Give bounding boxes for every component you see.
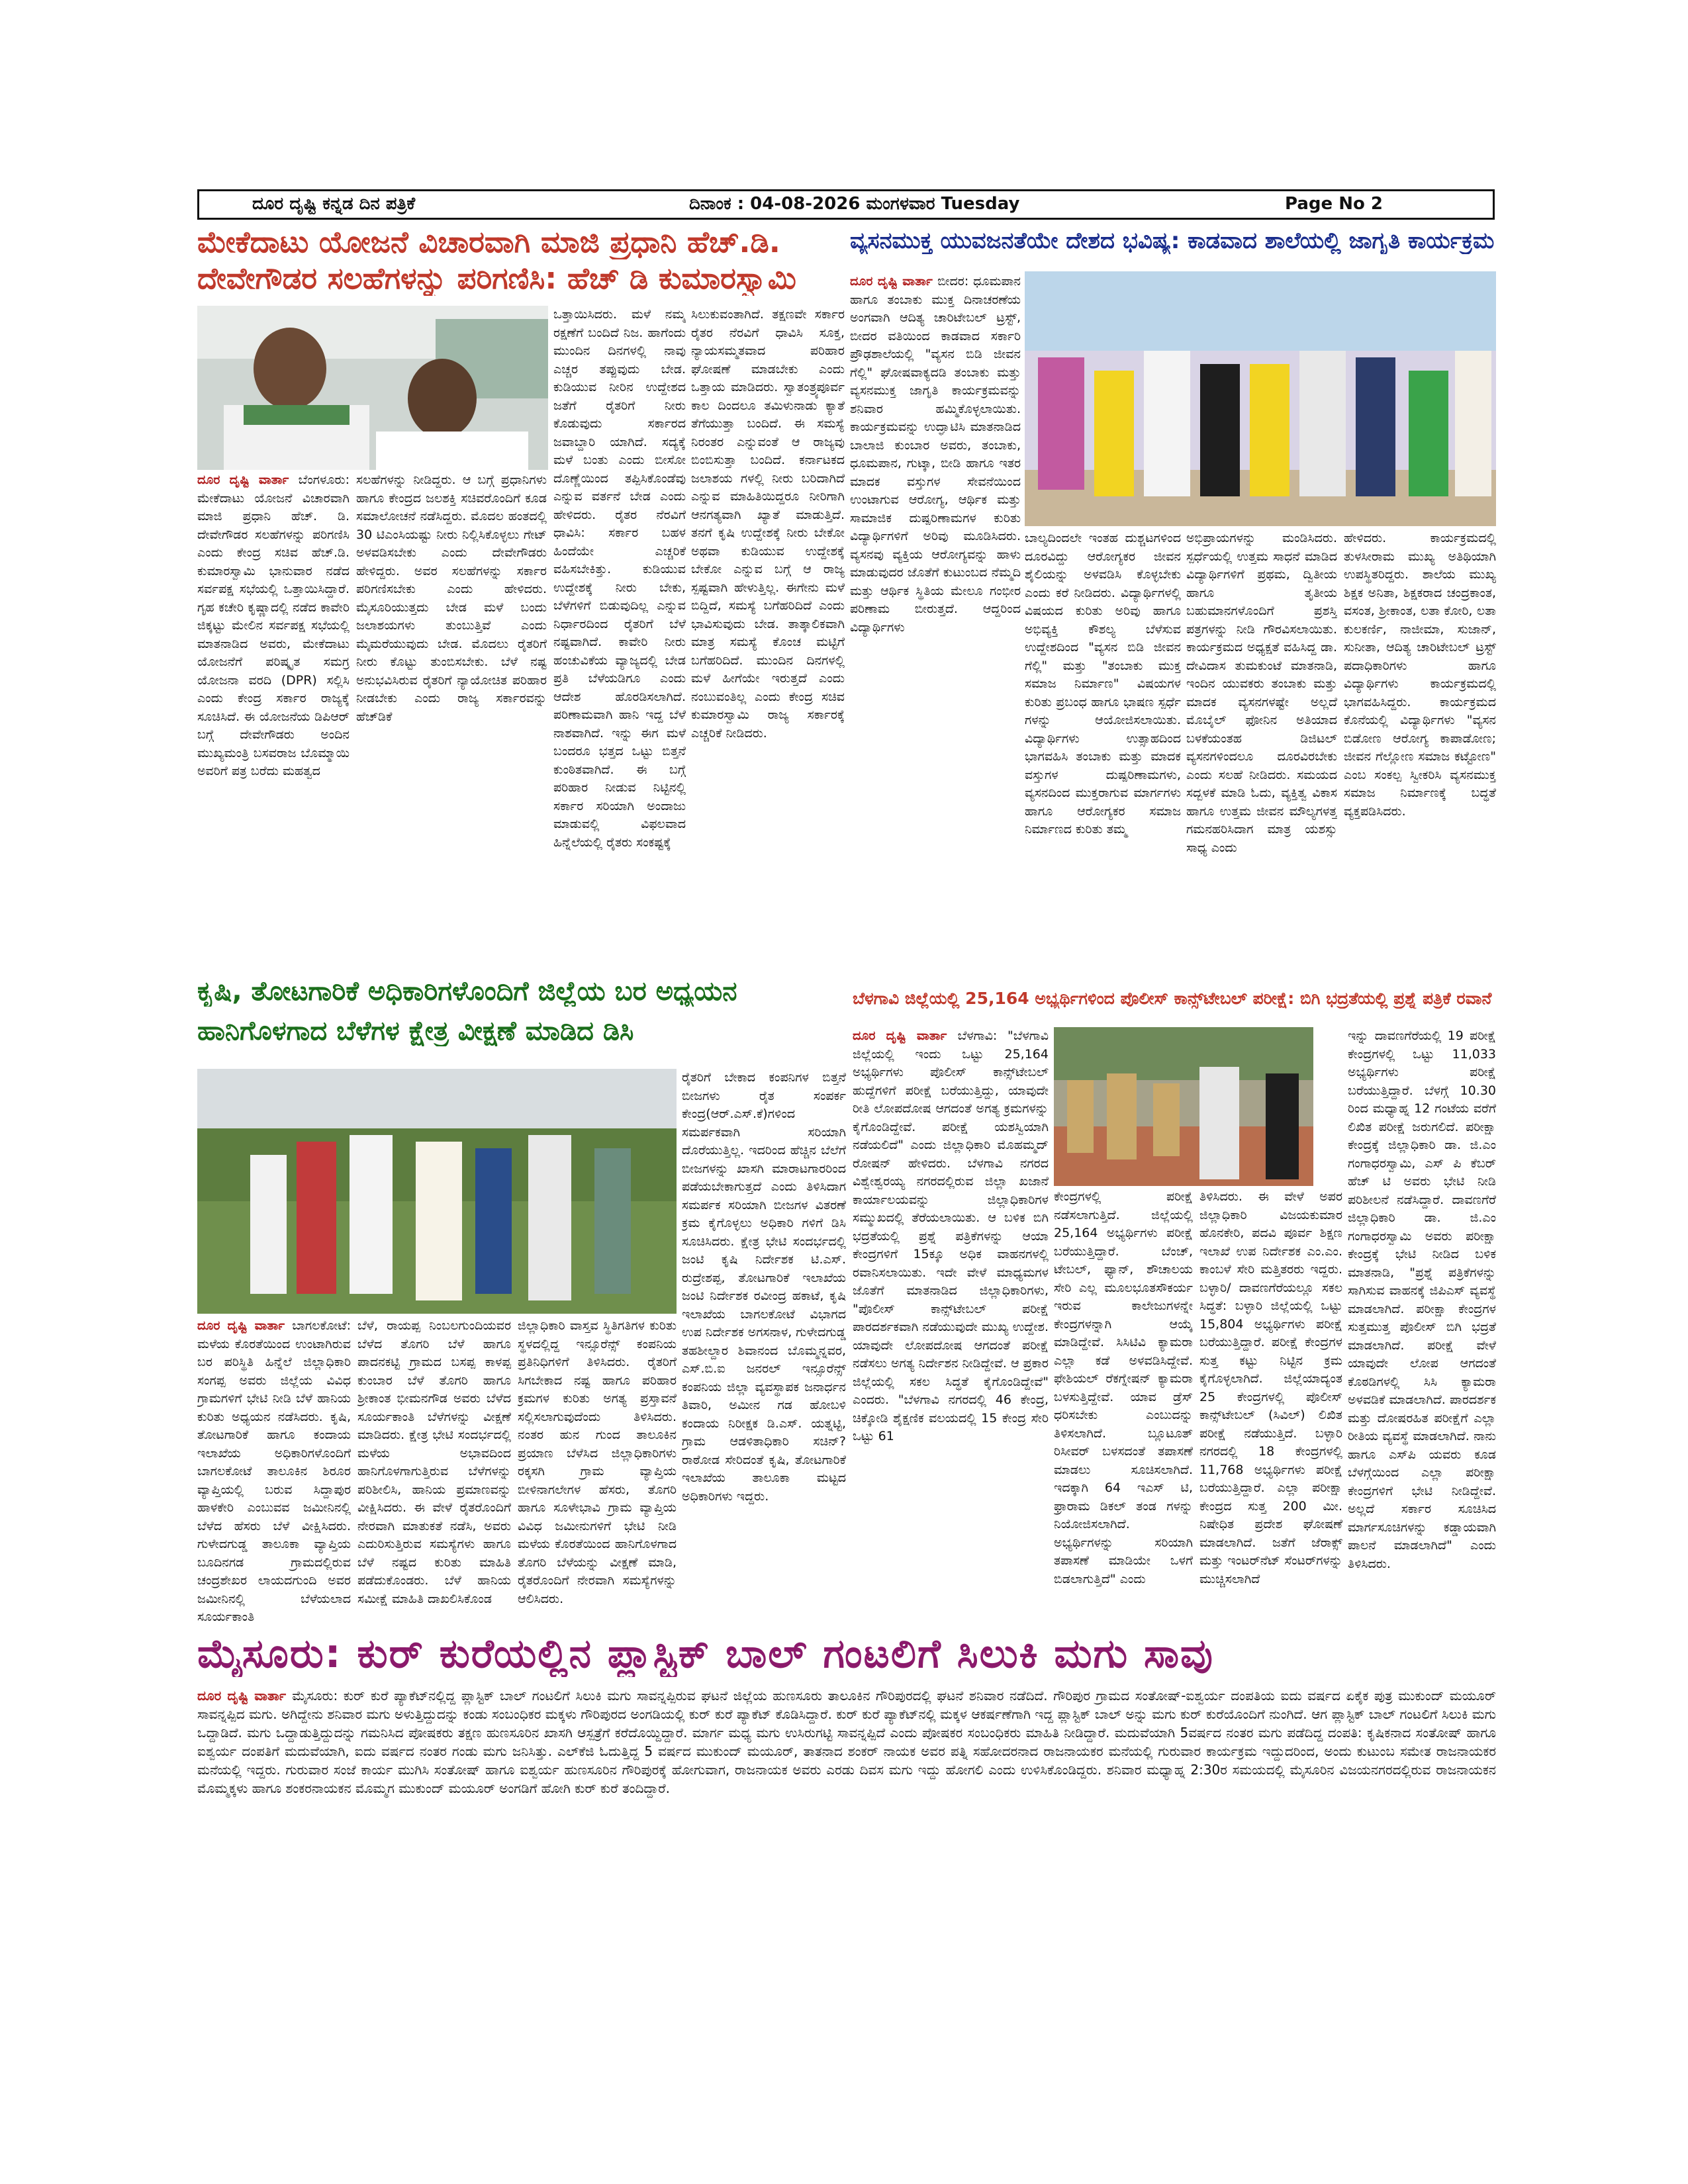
story3-column-3: ಜಿಲ್ಲಾಧಿಕಾರಿ ವಾಸ್ತವ ಸ್ಥಿತಿಗತಿಗಳ ಕುರಿತು ಸ್ಥಳದಲ್ಲಿದ್ದ ಇನ್ಸೂರೆನ್ಸ್ ಕಂಪನಿಯ ಪ್ರತಿನಿಧಿಗಳಿಗೆ ತಿಳಿಸಿದರು. ರೈತರಿಗೆ ಸಿಗಬೇಕಾದ ನಷ್ಟ ಹಾಗೂ ಪರಿಹಾರ ಕ್ರಮಗಳ ಕುರಿತು ಅಗತ್ಯ ಪ್ರಸ್ತಾವನೆ ಸಲ್ಲಿಸಲಾಗುವುದೆಂದು ತಿಳಿಸಿದರು. ನಂತರ ಹುನ ಗುಂದ ತಾಲೂಕಿನ ಪ್ರಯಾಣ ಬೆಳೆಸಿದ ಜಿಲ್ಲಾಧಿಕಾರಿಗಳು ರಕ್ಕಸಗಿ ಗ್ರಾಮ ವ್ಯಾಪ್ತಿಯ ಬೀಳಿನಾಗಲೇಗಳ ಹೆಸರು, ತೊಗರಿ ಹಾಗೂ ಸೂಳೇಭಾವಿ ಗ್ರಾಮ ವ್ಯಾಪ್ತಿಯ ವಿವಿಧ ಜಮೀನುಗಳಿಗೆ ಭೇಟಿ ನೀಡಿ ಮಳೆಯ ಕೊರತೆಯಿಂದ ಹಾನಿಗೊಳಗಾದ ತೊಗರಿ ಬೆಳೆಯನ್ನು ವೀಕ್ಷಣೆ ಮಾಡಿ, ರೈತರೊಂದಿಗೆ ನೇರವಾಗಿ ಸಮಸ್ಯೆಗಳನ್ನು ಆಲಿಸಿದರು.	[518, 1318, 677, 1606]
story1-byline: ದೂರ ದೃಷ್ಟಿ ವಾರ್ತಾ	[197, 473, 299, 487]
story1-column-3: ಒತ್ತಾಯಿಸಿದರು. ಮಳೆ ನಮ್ಮ ರಕ್ಷಣೆಗೆ ಬಂದಿದೆ ನಿಜ. ಹಾಗೆಂದು ಮುಂದಿನ ದಿನಗಳಲ್ಲಿ ನಾವು ಎಚ್ಚರ ತಪ್ಪುವುದು ಬೇಡ. ಕುಡಿಯುವ ನೀರಿನ ಉದ್ದೇಶದ ಜತೆಗೆ ರೈತರಿಗೆ ನೀರು ಕೊಡುವುದು ಸರ್ಕಾರದ ಜವಾಬ್ದಾರಿ ಯಾಗಿದೆ. ಸದ್ಯಕ್ಕೆ ಮಳೆ ಬಂತು ಎಂದು ಬೀಸೋ ದೊಣ್ಣೆಯಿಂದ ತಪ್ಪಿಸಿಕೊಂಡೆವು ಎನ್ನುವ ವರ್ತನೆ ಬೇಡ ಎಂದು ಹೇಳಿದರು. ರೈತರ ನೆರವಿಗೆ ಧಾವಿಸಿ: ಸರ್ಕಾರ ಬಹಳ ಹಿಂದೆಯೇ ಎಚ್ಚರಿಕೆ ವಹಿಸಬೇಕಿತ್ತು. ಕುಡಿಯುವ ಉದ್ದೇಶಕ್ಕೆ ನೀರು ಬೇಕು, ಬೆಳೆಗಳಿಗೆ ಬಿಡುವುದಿಲ್ಲ ಎನ್ನುವ ನಿರ್ಧಾರದಿಂದ ರೈತರಿಗೆ ಬೆಳೆ ನಷ್ಟವಾಗಿದೆ. ಕಾವೇರಿ ನೀರು ಹಂಚುವಿಕೆಯ ವ್ಯಾಜ್ಯದಲ್ಲಿ ಬೇಡ ಪ್ರತಿ ಬೆಳೆಯಡಿಗೂ ಎಂದು ಆದೇಶ ಹೊರಡಿಸಲಾಗಿದೆ. ಪರಿಣಾಮವಾಗಿ ಹಾನಿ ಇದ್ದ ಬೆಳೆ ನಾಶವಾಗಿದೆ. ಇನ್ನು ಈಗ ಮಳೆ ಬಂದರೂ ಭತ್ತದ ಒಟ್ಟು ಬಿತ್ತನೆ ಕುಂಠಿತವಾಗಿದೆ. ಈ ಬಗ್ಗೆ ಪರಿಹಾರ ನೀಡುವ ನಿಟ್ಟಿನಲ್ಲಿ ಸರ್ಕಾರ ಸರಿಯಾಗಿ ಅಂದಾಜು ಮಾಡುವಲ್ಲಿ ವಿಫಲವಾದ ಹಿನ್ನೆಲೆಯಲ್ಲಿ ರೈತರು ಸಂಕಷ್ಟಕ್ಕೆ	[553, 307, 686, 850]
story3-column-1	[197, 1317, 351, 1625]
photo-school-prize-distribution	[1025, 271, 1496, 526]
story4-photo	[1054, 1027, 1313, 1186]
story3-text-col1: ಬಾಗಲಕೋಟೆ: ಮಳೆಯ ಕೊರತೆಯಿಂದ ಉಂಟಾಗಿರುವ ಬರ ಪರಿಸ್ಥಿತಿ ಹಿನ್ನೆಲೆ ಜಿಲ್ಲಾಧಿಕಾರಿ ಸಂಗಪ್ಪ ಅವರು ಜಿಲ್ಲೆಯ ವಿವಿಧ ಗ್ರಾಮಗಳಿಗೆ ಭೇಟಿ ನೀಡಿ ಬೆಳೆ ಹಾನಿಯ ಕುರಿತು ಅಧ್ಯಯನ ನಡೆಸಿದರು. ಕೃಷಿ, ತೋಟಗಾರಿಕೆ ಹಾಗೂ ಕಂದಾಯ ಇಲಾಖೆಯ ಅಧಿಕಾರಿಗಳೊಂದಿಗೆ ಬಾಗಲಕೋಟೆ ತಾಲೂಕಿನ ಶಿರೂರ ವ್ಯಾಪ್ತಿಯಲ್ಲಿ ಬರುವ ಸಿದ್ದಾಪುರ ಹಾಳಕೇರಿ ಎಂಬುವವ ಜಮೀನಿನಲ್ಲಿ ಬೆಳೆದ ಹೆಸರು ಬೆಳೆ ವೀಕ್ಷಿಸಿದರು. ಗುಳೇದಗುಡ್ಡ ತಾಲೂಕಾ ವ್ಯಾಪ್ತಿಯ ಬೂದಿನಗಡ ಗ್ರಾಮದಲ್ಲಿರುವ ಚಂದ್ರಶೇಖರ ಲಾಯದಗುಂದಿ ಅವರ ಜಮೀನಿನಲ್ಲಿ ಬೆಳೆಯಲಾದ ಸೂರ್ಯಕಾಂತಿ	[197, 1318, 351, 1624]
story4-column-3: ತಿಳಿಸಿದರು. ಈ ವೇಳೆ ಅಪರ ಜಿಲ್ಲಾಧಿಕಾರಿ ವಿಜಯಕುಮಾರ ಹೊನಕೇರಿ, ಪದವಿ ಪೂರ್ವ ಶಿಕ್ಷಣ ಇಲಾಖೆ ಉಪ ನಿರ್ದೇಶಕ ಎಂ.ಎಂ. ಕಾಂಬಳೆ ಸೇರಿ ಮತ್ತಿತರರು ಇದ್ದರು. ಬಳ್ಳಾರಿ/ ದಾವಣಗೆರೆಯಲ್ಲೂ ಸಕಲ ಸಿದ್ಧತೆ: ಬಳ್ಳಾರಿ ಜಿಲ್ಲೆಯಲ್ಲಿ ಒಟ್ಟು 15,804 ಅಭ್ಯರ್ಥಿಗಳು ಪರೀಕ್ಷೆ ಬರೆಯುತ್ತಿದ್ದಾರೆ. ಪರೀಕ್ಷೆ ಕೇಂದ್ರಗಳ ಸುತ್ತ ಕಟ್ಟು ನಿಟ್ಟಿನ ಕ್ರಮ ಕೈಗೊಳ್ಳಲಾಗಿದೆ. ಜಿಲ್ಲೆಯಾದ್ಯಂತ 25 ಕೇಂದ್ರಗಳಲ್ಲಿ ಪೊಲೀಸ್ ಕಾನ್ಸ್‌ಟೇಬಲ್ (ಸಿವಿಲ್) ಲಿಖಿತ ಪರೀಕ್ಷೆ ನಡೆಯುತ್ತಿದೆ. ಬಳ್ಳಾರಿ ನಗರದಲ್ಲಿ 18 ಕೇಂದ್ರಗಳಲ್ಲಿ 11,768 ಅಭ್ಯರ್ಥಿಗಳು ಪರೀಕ್ಷೆ ಬರೆಯುತ್ತಿದ್ದಾರೆ. ಎಲ್ಲಾ ಪರೀಕ್ಷಾ ಕೇಂದ್ರದ ಸುತ್ತ 200 ಮೀ. ನಿಷೇಧಿತ ಪ್ರದೇಶ ಘೋಷಣೆ ಮಾಡಲಾಗಿದೆ. ಜತೆಗೆ ಜೆರಾಕ್ಸ್ ಮತ್ತು ಇಂಟರ್‌ನೆಟ್ ಸೆಂಟರ್‌ಗಳನ್ನು ಮುಚ್ಚಿಸಲಾಗಿದೆ	[1199, 1189, 1342, 1586]
story4-column-2: ಕೇಂದ್ರಗಳಲ್ಲಿ ಪರೀಕ್ಷೆ ನಡೆಸಲಾಗುತ್ತಿದೆ. ಜಿಲ್ಲೆಯಲ್ಲಿ 25,164 ಅಭ್ಯರ್ಥಿಗಳು ಪರೀಕ್ಷೆ ಬರೆಯುತ್ತಿದ್ದಾರೆ. ಬೆಂಚ್, ಟೇಬಲ್, ಫ್ಯಾನ್, ಶೌಚಾಲಯ ಸೇರಿ ಎಲ್ಲ ಮೂಲಭೂತಸೌಕರ್ಯ ಇರುವ ಕಾಲೇಜುಗಳನ್ನೇ ಕೇಂದ್ರಗಳನ್ನಾಗಿ ಆಯ್ಕೆ ಮಾಡಿದ್ದೇವೆ. ಸಿಸಿಟಿವಿ ಕ್ಯಾಮರಾ ಎಲ್ಲಾ ಕಡೆ ಅಳವಡಿಸಿದ್ದೇವೆ. ಫೇಶಿಯಲ್ ರೆಕಗ್ನೇಷನ್ ಕ್ಯಾಮರಾ ಬಳಸುತ್ತಿದ್ದೇವೆ. ಯಾವ ಡ್ರೆಸ್ ಧರಿಸಬೇಕು ಎಂಬುದನ್ನು ತಿಳಿಸಲಾಗಿದೆ. ಬ್ಲೂಟೂತ್ ರಿಸೀವರ್ ಬಳಸದಂತೆ ತಪಾಸಣೆ ಮಾಡಲು ಸೂಚಿಸಲಾಗಿದೆ. ಇದಕ್ಕಾಗಿ 64 ಇಎಸ್ ಟಿ, ಫ್ರಾರಾಮ ಡಿಕಲ್ ತಂಡ ಗಳನ್ನು ನಿಯೋಜಿಸಲಾಗಿದೆ. ಅಭ್ಯರ್ಥಿಗಳನ್ನು ಸರಿಯಾಗಿ ತಪಾಸಣೆ ಮಾಡಿಯೇ ಒಳಗೆ ಬಿಡಲಾಗುತ್ತಿದೆ" ಎಂದು	[1054, 1189, 1193, 1586]
story1-headline-line2: ದೇವೇಗೌಡರ ಸಲಹೆಗಳನ್ನು ಪರಿಗಣಿಸಿ: ಹೆಚ್ ಡಿ ಕುಮಾರಸ್ವಾಮಿ	[197, 261, 796, 296]
story3-column-2: ಬೆಳೆ, ರಾಯಪ್ಪ ನಿಂಬಲಗುಂದಿಯವರ ಬೆಳೆದ ತೊಗರಿ ಬೆಳೆ ಹಾಗೂ ಪಾದನಕಟ್ಟಿ ಗ್ರಾಮದ ಬಸಪ್ಪ ಕಾಳಪ್ಪ ಕುಂಬಾರ ಬೆಳೆ ತೊಗರಿ ಹಾಗೂ ಶ್ರೀಕಾಂತ ಭೀಮನಗೌಡ ಅವರು ಬೆಳೆದ ಸೂರ್ಯಕಾಂತಿ ಬೆಳೆಗಳನ್ನು ವೀಕ್ಷಣೆ ಮಾಡಿದರು. ಕ್ಷೇತ್ರ ಭೇಟಿ ಸಂದರ್ಭದಲ್ಲಿ ಮಳೆಯ ಅಭಾವದಿಂದ ಹಾನಿಗೊಳಗಾಗುತ್ತಿರುವ ಬೆಳೆಗಳನ್ನು ಪರಿಶೀಲಿಸಿ, ಹಾನಿಯ ಪ್ರಮಾಣವನ್ನು ವೀಕ್ಷಿಸಿದರು. ಈ ವೇಳೆ ರೈತರೊಂದಿಗೆ ನೇರವಾಗಿ ಮಾತುಕತೆ ನಡೆಸಿ, ಅವರು ಎದುರಿಸುತ್ತಿರುವ ಸಮಸ್ಯೆಗಳು ಹಾಗೂ ಬೆಳೆ ನಷ್ಟದ ಕುರಿತು ಮಾಹಿತಿ ಪಡೆದುಕೊಂಡರು. ಬೆಳೆ ಹಾನಿಯ ಸಮೀಕ್ಷೆ ಮಾಹಿತಿ ದಾಖಲಿಸಿಕೊಂಡ	[357, 1318, 511, 1606]
story2-text-col1: ಬೀದರ: ಧೂಮಪಾನ ಹಾಗೂ ತಂಬಾಕು ಮುಕ್ತ ದಿನಾಚರಣೆಯ ಅಂಗವಾಗಿ ಆದಿತ್ಯ ಚಾರಿಟೇಬಲ್ ಟ್ರಸ್ಟ್, ಬೀದರ ವತಿಯಿಂದ ಕಾಡವಾದ ಸರ್ಕಾರಿ ಪ್ರೌಢಶಾಲೆಯಲ್ಲಿ "ವ್ಯಸನ ಬಿಡಿ ಜೀವನ ಗೆಲ್ಲಿ" ಘೋಷವಾಕ್ಯದಡಿ ತಂಬಾಕು ಮತ್ತು ವ್ಯಸನಮುಕ್ತ ಜಾಗೃತಿ ಕಾರ್ಯಕ್ರಮವನ್ನು ಶನಿವಾರ ಹಮ್ಮಿಕೊಳ್ಳಲಾಯಿತು. ಕಾರ್ಯಕ್ರಮವನ್ನು ಉದ್ಘಾಟಿಸಿ ಮಾತನಾಡಿದ ಬಾಲಾಜಿ ಕುಂಬಾರ ಅವರು, ತಂಬಾಕು, ಧೂಮಪಾನ, ಗುಟ್ಕಾ, ಬೀಡಿ ಹಾಗೂ ಇತರ ಮಾದಕ ವಸ್ತುಗಳ ಸೇವನೆಯಿಂದ ಉಂಟಾಗುವ ಆರೋಗ್ಯ, ಆರ್ಥಿಕ ಮತ್ತು ಸಾಮಾಜಿಕ ದುಷ್ಪರಿಣಾಮಗಳ ಕುರಿತು ವಿದ್ಯಾರ್ಥಿಗಳಿಗೆ ಅರಿವು ಮೂಡಿಸಿದರು. ವ್ಯಸನವು ವ್ಯಕ್ತಿಯ ಆರೋಗ್ಯವನ್ನು ಹಾಳು ಮಾಡುವುದರ ಜೊತೆಗೆ ಕುಟುಂಬದ ನೆಮ್ಮದಿ ಮತ್ತು ಆರ್ಥಿಕ ಸ್ಥಿತಿಯ ಮೇಲೂ ಗಂಭೀರ ಪರಿಣಾಮ ಬೀರುತ್ತದೆ. ಆದ್ದರಿಂದ ವಿದ್ಯಾರ್ಥಿಗಳು	[850, 274, 1021, 635]
story3-photo	[197, 1069, 677, 1314]
story5-body	[197, 1686, 1496, 1905]
story4-column-4: ಇನ್ನು ದಾವಣಗೆರೆಯಲ್ಲಿ 19 ಪರೀಕ್ಷೆ ಕೇಂದ್ರಗಳಲ್ಲಿ ಒಟ್ಟು 11,033 ಅಭ್ಯರ್ಥಿಗಳು ಪರೀಕ್ಷೆ ಬರೆಯುತ್ತಿದ್ದಾರೆ. ಬೆಳಗ್ಗೆ 10.30 ರಿಂದ ಮಧ್ಯಾಹ್ನ 12 ಗಂಟೆಯ ವರೆಗೆ ಲಿಖಿತ ಪರೀಕ್ಷೆ ಜರುಗಲಿದೆ. ಪರೀಕ್ಷಾ ಕೇಂದ್ರಕ್ಕೆ ಜಿಲ್ಲಾಧಿಕಾರಿ ಡಾ. ಜಿ.ಎಂ ಗಂಗಾಧರಸ್ವಾಮಿ, ಎಸ್ ಪಿ ಕೆಬರ್ ಹೆಚ್ ಟಿ ಅವರು ಭೇಟಿ ನೀಡಿ ಪರಿಶೀಲನೆ ನಡೆಸಿದ್ದಾರೆ. ದಾವಣಗೆರೆ ಜಿಲ್ಲಾಧಿಕಾರಿ ಡಾ. ಜಿ.ಎಂ ಗಂಗಾಧರಸ್ವಾಮಿ ಅವರು ಪರೀಕ್ಷಾ ಕೇಂದ್ರಕ್ಕೆ ಭೇಟಿ ನೀಡಿದ ಬಳಿಕ ಮಾತನಾಡಿ, "ಪ್ರಶ್ನೆ ಪತ್ರಿಕೆಗಳನ್ನು ಸಾಗಿಸುವ ವಾಹನಕ್ಕೆ ಜಿಪಿಎಸ್ ವ್ಯವಸ್ಥೆ ಮಾಡಲಾಗಿದೆ. ಪರೀಕ್ಷಾ ಕೇಂದ್ರಗಳ ಸುತ್ತಮುತ್ತ ಪೊಲೀಸ್ ಬಿಗಿ ಭದ್ರತೆ ಮಾಡಲಾಗಿದೆ. ಪರೀಕ್ಷೆ ವೇಳೆ ಯಾವುದೇ ಲೋಪ ಆಗದಂತೆ ಕೊಠಡಿಗಳಲ್ಲಿ ಸಿಸಿ ಕ್ಯಾಮರಾ ಅಳವಡಿಕೆ ಮಾಡಲಾಗಿದೆ. ಪಾರದರ್ಶಕ ಮತ್ತು ದೋಷರಹಿತ ಪರೀಕ್ಷೆಗೆ ಎಲ್ಲಾ ರೀತಿಯ ವ್ಯವಸ್ಥೆ ಮಾಡಲಾಗಿದೆ. ನಾನು ಹಾಗೂ ಎಸ್‌ಪಿ ಯವರು ಕೂಡ ಬೆಳಗ್ಗೆಯಿಂದ ಎಲ್ಲಾ ಪರೀಕ್ಷಾ ಕೇಂದ್ರಗಳಿಗೆ ಭೇಟಿ ನೀಡಿದ್ದೇವೆ. ಅಲ್ಲದೆ ಸರ್ಕಾರ ಸೂಚಿಸಿದ ಮಾರ್ಗಸೂಚಿಗಳನ್ನು ಕಡ್ಡಾಯವಾಗಿ ಪಾಲನೆ ಮಾಡಲಾಗಿದೆ" ಎಂದು ತಿಳಿಸಿದರು.	[1348, 1028, 1496, 1571]
story2-column-4: ಹೇಳಿದರು. ಕಾರ್ಯಕ್ರಮದಲ್ಲಿ ತುಳಸೀರಾಮ ಮುಖ್ಯ ಅತಿಥಿಯಾಗಿ ಉಪಸ್ಥಿತರಿದ್ದರು. ಶಾಲೆಯ ಮುಖ್ಯ ಶಿಕ್ಷಕ ಅನಿತಾ, ಶಿಕ್ಷಕರಾದ ಚಂದ್ರಕಾಂತ, ವಸಂತ, ಶ್ರೀಕಾಂತ, ಲತಾ ಕೋರಿ, ಲತಾ ಕುಲಕರ್ಣಿ, ನಾಜೀಮಾ, ಸುಜಾನ್, ಸುನೀತಾ, ಆದಿತ್ಯ ಚಾರಿಟೇಬಲ್ ಟ್ರಸ್ಟ್ ಪದಾಧಿಕಾರಿಗಳು ಹಾಗೂ ವಿದ್ಯಾರ್ಥಿಗಳು ಕಾರ್ಯಕ್ರಮದಲ್ಲಿ ಭಾಗವಹಿಸಿದ್ದರು. ಕಾರ್ಯಕ್ರಮದ ಕೊನೆಯಲ್ಲಿ ವಿದ್ಯಾರ್ಥಿಗಳು "ವ್ಯಸನ ಬಿಡೋಣ ಆರೋಗ್ಯ ಕಾಪಾಡೋಣ; ಜೀವನ ಗೆಲ್ಲೋಣ ಸಮಾಜ ಕಟ್ಟೋಣ" ಎಂಬ ಸಂಕಲ್ಪ ಸ್ವೀಕರಿಸಿ ವ್ಯಸನಮುಕ್ತ ಸಮಾಜ ನಿರ್ಮಾಣಕ್ಕೆ ಬದ್ಧತೆ ವ್ಯಕ್ತಪಡಿಸಿದರು.	[1344, 531, 1496, 819]
story1-text-col1: ಬೆಂಗಳೂರು: ಮೇಕೆದಾಟು ಯೋಜನೆ ವಿಚಾರವಾಗಿ ಮಾಜಿ ಪ್ರಧಾನಿ ಹೆಚ್. ಡಿ. ದೇವೇಗೌಡರ ಸಲಹೆಗಳನ್ನು ಪರಿಗಣಿಸಿ ಎಂದು ಕೇಂದ್ರ ಸಚಿವ ಹೆಚ್.ಡಿ. ಕುಮಾರಸ್ವಾಮಿ ಭಾನುವಾರ ನಡೆದ ಸರ್ವಪಕ್ಷ ಸಭೆಯಲ್ಲಿ ಒತ್ತಾಯಿಸಿದ್ದಾರೆ. ಗೃಹ ಕಚೇರಿ ಕೃಷ್ಣಾದಲ್ಲಿ ನಡೆದ ಕಾವೇರಿ ಜಿಕ್ಕಟ್ಟು ಮೇಲಿನ ಸರ್ವಪಕ್ಷ ಸಭೆಯಲ್ಲಿ ಮಾತನಾಡಿದ ಅವರು, ಮೇಕೆದಾಟು ಯೋಜನೆಗೆ ಪರಿಷ್ಕೃತ ಸಮಗ್ರ ಯೋಜನಾ ವರದಿ (DPR) ಸಲ್ಲಿಸಿ ಎಂದು ಕೇಂದ್ರ ಸರ್ಕಾರ ರಾಜ್ಯಕ್ಕೆ ಸೂಚಿಸಿದೆ. ಈ ಯೋಜನೆಯ ಡಿಪಿಆರ್ ಬಗ್ಗೆ ದೇವೇಗೌಡರು ಅಂದಿನ ಮುಖ್ಯಮಂತ್ರಿ ಬಸವರಾಜ ಬೊಮ್ಮಾಯಿ ಅವರಿಗೆ ಪತ್ರ ಬರೆದು ಮಹತ್ವದ	[197, 473, 350, 778]
story2-column-2: ಬಾಲ್ಯದಿಂದಲೇ ಇಂತಹ ದುಶ್ಚಟಗಳಿಂದ ದೂರವಿದ್ದು ಆರೋಗ್ಯಕರ ಜೀವನ ಶೈಲಿಯನ್ನು ಅಳವಡಿಸಿ ಕೊಳ್ಳಬೇಕು ಎಂದು ಕರೆ ನೀಡಿದರು. ವಿದ್ಯಾರ್ಥಿಗಳಲ್ಲಿ ವಿಷಯದ ಕುರಿತು ಅರಿವು ಹಾಗೂ ಅಭಿವ್ಯಕ್ತಿ ಕೌಶಲ್ಯ ಬೆಳೆಸುವ ಉದ್ದೇಶದಿಂದ "ವ್ಯಸನ ಬಿಡಿ ಜೀವನ ಗೆಲ್ಲಿ" ಮತ್ತು "ತಂಬಾಕು ಮುಕ್ತ ಸಮಾಜ ನಿರ್ಮಾಣ" ವಿಷಯಗಳ ಕುರಿತು ಪ್ರಬಂಧ ಹಾಗೂ ಭಾಷಣ ಸ್ಪರ್ಧೆ ಗಳನ್ನು ಆಯೋಜಿಸಲಾಯಿತು. ವಿದ್ಯಾರ್ಥಿಗಳು ಉತ್ಸಾಹದಿಂದ ಭಾಗವಹಿಸಿ ತಂಬಾಕು ಮತ್ತು ಮಾದಕ ವಸ್ತುಗಳ ದುಷ್ಪರಿಣಾಮಗಳು, ವ್ಯಸನದಿಂದ ಮುಕ್ತರಾಗುವ ಮಾರ್ಗಗಳು ಹಾಗೂ ಆರೋಗ್ಯಕರ ಸಮಾಜ ನಿರ್ಮಾಣದ ಕುರಿತು ತಮ್ಮ	[1025, 531, 1181, 837]
story2-column-1	[850, 273, 1021, 1088]
story3-headline-line2: ಹಾನಿಗೊಳಗಾದ ಬೆಳೆಗಳ ಕ್ಷೇತ್ರ ವೀಕ್ಷಣೆ ಮಾಡಿದ ಡಿಸಿ	[197, 1016, 634, 1046]
masthead-bar	[197, 189, 1495, 220]
story3-column-right: ರೈತರಿಗೆ ಬೇಕಾದ ಕಂಪನಿಗಳ ಬಿತ್ತನೆ ಬೀಜಗಳು ರೈತ ಸಂಪರ್ಕ ಕೇಂದ್ರ(ಆರ್.ಎಸ್.ಕೆ)ಗಳಿಂದ ಸಮರ್ಪಕವಾಗಿ ಸರಿಯಾಗಿ ದೊರೆಯುತ್ತಿಲ್ಲ. ಇದರಿಂದ ಹೆಚ್ಚಿನ ಬೆಲೆಗೆ ಬೀಜಗಳನ್ನು ಖಾಸಗಿ ಮಾರಾಟಗಾರರಿಂದ ಪಡೆಯಬೇಕಾಗುತ್ತದೆ ಎಂದು ತಿಳಿಸಿದಾಗ ಸಮರ್ಪಕ ಸರಿಯಾಗಿ ಬೀಜಗಳ ವಿತರಣೆ ಕ್ರಮ ಕೈಗೊಳ್ಳಲು ಅಧಿಕಾರಿ ಗಳಿಗೆ ಡಿಸಿ ಸೂಚಿಸಿದರು. ಕ್ಷೇತ್ರ ಭೇಟಿ ಸಂದರ್ಭದಲ್ಲಿ ಜಂಟಿ ಕೃಷಿ ನಿರ್ದೇಶಕ ಟಿ.ಎಸ್. ರುದ್ರೇಶಪ್ಪ, ತೋಟಗಾರಿಕೆ ಇಲಾಖೆಯ ಜಂಟಿ ನಿರ್ದೇಶಕ ರವೀಂದ್ರ ಹಕಾಟೆ, ಕೃಷಿ ಇಲಾಖೆಯ ಬಾಗಲಕೋಟೆ ವಿಭಾಗದ ಉಪ ನಿರ್ದೇಶಕ ಅಗಸನಾಳ, ಗುಳೇದಗುಡ್ಡ ತಹಶೀಲ್ದಾರ ಶಿವಾನಂದ ಬೊಮ್ಮನ್ನವರ, ಎಸ್.ಬಿ.ಐ ಜನರಲ್ ಇನ್ಸೂರೆನ್ಸ್ ಕಂಪನಿಯ ಜಿಲ್ಲಾ ವ್ಯವಸ್ಥಾಪಕ ಜನಾರ್ಧನ ತಿವಾರಿ, ಅಮೀನ ಗಡ ಹೋಬಳಿ ಕಂದಾಯ ನಿರೀಕ್ಷಕ ಡಿ.ಎಸ್. ಯತ್ನಟ್ಟಿ, ಗ್ರಾಮ ಆಡಳಿತಾಧಿಕಾರಿ ಸಚಿನ್? ರಾಠೋಡ ಸೇರಿದಂತೆ ಕೃಷಿ, ತೋಟಗಾರಿಕೆ ಇಲಾಖೆಯ ತಾಲೂಕಾ ಮಟ್ಟದ ಅಧಿಕಾರಿಗಳು ಇದ್ದರು.	[682, 1070, 846, 1504]
story1-column-2: ಸಲಹೆಗಳನ್ನು ನೀಡಿದ್ದರು. ಆ ಬಗ್ಗೆ ಪ್ರಧಾನಿಗಳು ಹಾಗೂ ಕೇಂದ್ರದ ಜಲಶಕ್ತಿ ಸಚಿವರೊಂದಿಗೆ ಕೂಡ ಸಮಾಲೋಚನೆ ನಡೆಸಿದ್ದರು. ಮೊದಲ ಹಂತದಲ್ಲಿ 30 ಟಿಎಂಸಿಯಷ್ಟು ನೀರು ನಿಲ್ಲಿಸಿಕೊಳ್ಳಲು ಗೇಟ್ ಅಳವಡಿಸಬೇಕು ಎಂದು ದೇವೇಗೌಡರು ಹೇಳಿದ್ದರು. ಅವರ ಸಲಹೆಗಳನ್ನು ಸರ್ಕಾರ ಪರಿಗಣಿಸಬೇಕು ಎಂದು ಹೇಳಿದರು. ಮೈಸೂರಿಯುತ್ತದು ಬೇಡ ಮಳೆ ಬಂದು ಜಲಾಶಯಗಳು ತುಂಬುತ್ತಿವೆ ಎಂದು ಮೈಮರೆಯುವುದು ಬೇಡ. ಮೊದಲು ರೈತರಿಗೆ ನೀರು ಕೊಟ್ಟು ತುಂಬಿಸಬೇಕು. ಬೆಳೆ ನಷ್ಟ ಅನುಭವಿಸಿರುವ ರೈತರಿಗೆ ನ್ಯಾಯೋಚಿತ ಪರಿಹಾರ ನೀಡಬೇಕು ಎಂದು ರಾಜ್ಯ ಸರ್ಕಾರವನ್ನು ಹೆಚ್‌ಡಿಕೆ	[356, 473, 547, 724]
story3-headline-line1: ಕೃಷಿ, ತೋಟಗಾರಿಕೆ ಅಧಿಕಾರಿಗಳೊಂದಿಗೆ ಜಿಲ್ಲೆಯ ಬರ ಅಧ್ಯಯನ	[197, 976, 737, 1007]
date-line: ದಿನಾಂಕ : 04-08-2026 ಮಂಗಳವಾರ Tuesday	[689, 194, 1020, 214]
page-number: Page No 2	[1285, 194, 1383, 214]
story5-text: ಮೈಸೂರು: ಕುರ್ ಕುರೆ ಪ್ಯಾಕೆಟ್‌ನಲ್ಲಿದ್ದ ಪ್ಲಾಸ್ಟಿಕ್ ಬಾಲ್ ಗಂಟಲಿಗೆ ಸಿಲುಕಿ ಮಗು ಸಾವನ್ನಪ್ಪಿರುವ ಘಟನೆ ಜಿಲ್ಲೆಯ ಹುಣಸೂರು ತಾಲೂಕಿನ ಗೌರಿಪುರದಲ್ಲಿ ಘಟನೆ ಶನಿವಾರ ನಡೆದಿದೆ. ಗೌರಿಪುರ ಗ್ರಾಮದ ಸಂತೋಷ್-ಐಶ್ವರ್ಯ ದಂಪತಿಯ ಐದು ವರ್ಷದ ಏಕೈಕ ಪುತ್ರ ಮುಕುಂದ್ ಮಯೂರ್ ಸಾವನ್ನಪ್ಪಿದ ಮಗು. ಅಗಿದ್ದೇನು ಶನಿವಾರ ಮಗು ಅಳುತ್ತಿದ್ದುದನ್ನು ಕಂಡು ಸಂಬಂಧಿಕರ ಮಕ್ಕಳು ಗೌರಿಪುರದ ಅಂಗಡಿಯಲ್ಲಿ ಕುರ್ ಕುರೆ ಪ್ಯಾಕೆಟ್ ಕೊಡಿಸಿದ್ದಾರೆ. ಕುರ್ ಕುರೆ ಪ್ಯಾಕೆಟ್‌ನಲ್ಲಿ ಮಕ್ಕಳ ಆಕರ್ಷಣೆಗಾಗಿ ಇದ್ದ ಪ್ಲಾಸ್ಟಿಕ್ ಬಾಲ್ ಅನ್ನು ಮಗು ಕುರ್ ಕುರೆಯೊಂದಿಗೆ ನುಂಗಿದೆ. ಆಗ ಪ್ಲಾಸ್ಟಿಕ್ ಬಾಲ್ ಗಂಟಲಿಗೆ ಸಿಲುಕಿ ಮಗು ಒದ್ದಾಡಿದೆ. ಮಗು ಒದ್ದಾಡುತ್ತಿದ್ದುದನ್ನು ಗಮನಿಸಿದ ಪೋಷಕರು ತಕ್ಷಣ ಹುಣಸೂರಿನ ಖಾಸಗಿ ಆಸ್ಪತ್ರೆಗೆ ಕರೆದೊಯ್ದಿದ್ದಾರೆ. ಮಾರ್ಗ ಮಧ್ಯ ಮಗು ಉಸಿರುಗಟ್ಟಿ ಸಾವನ್ನಪ್ಪಿದೆ ಎಂದು ಪೋಷಕರ ಸಂಬಂಧಿಕರು ಮಾಹಿತಿ ನೀಡಿದ್ದಾರೆ. ಮದುವೆಯಾಗಿ 5ವರ್ಷದ ನಂತರ ಮಗು ಪಡೆದಿದ್ದ ದಂಪತಿ: ಕೃಷಿಕನಾದ ಸಂತೋಷ್ ಹಾಗೂ ಐಶ್ವರ್ಯ ದಂಪತಿಗೆ ಮದುವೆಯಾಗಿ, ಐದು ವರ್ಷದ ನಂತರ ಗಂಡು ಮಗು ಜನಿಸಿತ್ತು. ಎಲ್‌ಕೆಜಿ ಓದುತ್ತಿದ್ದ 5 ವರ್ಷದ ಮುಕುಂದ್ ಮಯೂರ್, ತಾತನಾದ ಶಂಕರ್ ನಾಯಕ ಅವರ ಪತ್ನಿ ಸಹೋದರನಾದ ರಾಜನಾಯಕರ ಮನೆಯಲ್ಲಿ ಗುರುವಾರ ಕಾರ್ಯಕ್ರಮ ಇದ್ದುದರಿಂದ, ಅಂದು ಕುಟುಂಬ ಸಮೇತ ರಾಜನಾಯಕರ ಮನೆಯಲ್ಲಿ ಇದ್ದರು. ಗುರುವಾರ ಸಂಜೆ ಕಾರ್ಯ ಮುಗಿಸಿ ಸಂತೋಷ್ ಹಾಗೂ ಐಶ್ವರ್ಯ ಹುಣಸೂರಿನ ಗೌರಿಪುರಕ್ಕೆ ಹೋಗುವಾಗ, ರಾಜನಾಯಕ ಅವರು ಎರಡು ದಿವಸ ಮಗು ಇದ್ದು ಹೋಗಲಿ ಎಂದು ಉಳಿಸಿಕೊಂಡಿದ್ದರು. ಶನಿವಾರ ಮಧ್ಯಾಹ್ನ 2:30ರ ಸಮಯದಲ್ಲಿ ಮೈಸೂರಿನ ವಿಜಯನಗರದಲ್ಲಿರುವ ರಾಜನಾಯಕನ ಮೊಮ್ಮಕ್ಕಳು ಹಾಗೂ ಶಂಕರನಾಯಕನ ಮೊಮ್ಮಗ ಮುಕುಂದ್ ಮಯೂರ್ ಅಂಗಡಿಗೆ ಹೋಗಿ ಕುರ್ ಕುರೆ ತಂದಿದ್ದಾರೆ.	[197, 1688, 1496, 1796]
story5-headline: ಮೈಸೂರು: ಕುರ್ ಕುರೆಯಲ್ಲಿನ ಪ್ಲಾಸ್ಟಿಕ್ ಬಾಲ್ ಗಂಟಲಿಗೆ ಸಿಲುಕಿ ಮಗು ಸಾವು	[197, 1631, 1214, 1677]
story3-byline: ದೂರ ದೃಷ್ಟಿ ವಾರ್ತಾ	[197, 1318, 293, 1333]
story4-headline: ಬೆಳಗಾವಿ ಜಿಲ್ಲೆಯಲ್ಲಿ 25,164 ಅಭ್ಯರ್ಥಿಗಳಿಂದ ಪೊಲೀಸ್ ಕಾನ್ಸ್‌ಟೇಬಲ್ ಪರೀಕ್ಷೆ: ಬಿಗಿ ಭದ್ರತೆಯಲ್ಲಿ ಪ್ರಶ್ನೆ ಪತ್ರಿಕೆ ರವಾನೆ	[853, 989, 1492, 1008]
story2-photo	[1025, 271, 1496, 526]
story5-byline: ದೂರ ದೃಷ್ಟಿ ವಾರ್ತಾ	[197, 1688, 293, 1704]
story1-headline-line1: ಮೇಕೆದಾಟು ಯೋಜನೆ ವಿಚಾರವಾಗಿ ಮಾಜಿ ಪ್ರಧಾನಿ ಹೆಚ್.ಡಿ.	[197, 225, 780, 259]
photo-exam-security	[1054, 1027, 1313, 1186]
story4-byline: ದೂರ ದೃಷ್ಟಿ ವಾರ್ತಾ	[853, 1028, 958, 1043]
story2-headline: ವ್ಯಸನಮುಕ್ತ ಯುವಜನತೆಯೇ ದೇಶದ ಭವಿಷ್ಯ: ಕಾಡವಾದ ಶಾಲೆಯಲ್ಲಿ ಜಾಗೃತಿ ಕಾರ್ಯಕ್ರಮ	[850, 228, 1495, 254]
photo-field-inspection	[197, 1069, 677, 1314]
story1-column-4: ಸಿಲುಕುವಂತಾಗಿದೆ. ತಕ್ಷಣವೇ ಸರ್ಕಾರ ರೈತರ ನೆರವಿಗೆ ಧಾವಿಸಿ ಸೂಕ್ತ, ನ್ಯಾಯಸಮ್ಮತವಾದ ಪರಿಹಾರ ಘೋಷಣೆ ಮಾಡಬೇಕು ಎಂದು ಒತ್ತಾಯ ಮಾಡಿದರು. ಸ್ವಾತಂತ್ರ್ಯಪೂರ್ವ ಕಾಲ ದಿಂದಲೂ ತಮಿಳುನಾಡು ಕ್ಯಾತೆ ತೆಗೆಯುತ್ತಾ ಬಂದಿದೆ. ಈ ಸಮಸ್ಯೆ ನಿರಂತರ ಎನ್ನುವಂತೆ ಆ ರಾಜ್ಯವು ಬಿಂಬಿಸುತ್ತಾ ಬಂದಿದೆ. ಕರ್ನಾಟಕದ ಜಲಾಶಯ ಗಳಲ್ಲಿ ನೀರು ಬರಿದಾಗಿದೆ ಎನ್ನುವ ಮಾಹಿತಿಯಿದ್ದರೂ ನೀರಿಗಾಗಿ ಆನಗತ್ಯವಾಗಿ ಖ್ಯಾತೆ ಮಾಡುತ್ತಿದೆ. ತನಗೆ ಕೃಷಿ ಉದ್ದೇಶಕ್ಕೆ ನೀರು ಬೇಕೋ ಅಥವಾ ಕುಡಿಯುವ ಉದ್ದೇಶಕ್ಕೆ ಬೇಕೋ ಎನ್ನುವ ಬಗ್ಗೆ ಆ ರಾಜ್ಯ ಸ್ಪಷ್ಟವಾಗಿ ಹೇಳುತ್ತಿಲ್ಲ. ಈಗೇನು ಮಳೆ ಬಿದ್ದಿದೆ, ಸಮಸ್ಯೆ ಬಗೆಹರಿದಿದೆ ಎಂದು ಭಾವಿಸುವುದು ಬೇಡ. ತಾತ್ಕಾಲಿಕವಾಗಿ ಮಾತ್ರ ಸಮಸ್ಯೆ ಕೊಂಚ ಮಟ್ಟಿಗೆ ಬಗೆಹರಿದಿದೆ. ಮುಂದಿನ ದಿನಗಳಲ್ಲಿ ಮಳೆ ಹೀಗೆಯೇ ಇರುತ್ತದೆ ಎಂದು ನಂಬುವಂತಿಲ್ಲ ಎಂದು ಕೇಂದ್ರ ಸಚಿವ ಕುಮಾರಸ್ವಾಮಿ ರಾಜ್ಯ ಸರ್ಕಾರಕ್ಕೆ ಎಚ್ಚರಿಕೆ ನೀಡಿದರು.	[691, 307, 845, 741]
story4-column-1	[853, 1027, 1049, 1626]
photo-leaders-meeting	[197, 306, 548, 470]
story4-text-col1: ಬೆಳಗಾವಿ: "ಬೆಳಗಾವಿ ಜಿಲ್ಲೆಯಲ್ಲಿ ಇಂದು ಒಟ್ಟು 25,164 ಅಭ್ಯರ್ಥಿಗಳು ಪೊಲೀಸ್ ಕಾನ್ಸ್‌ಟೇಬಲ್ ಹುದ್ದೆಗಳಿಗೆ ಪರೀಕ್ಷೆ ಬರೆಯುತ್ತಿದ್ದು, ಯಾವುದೇ ರೀತಿ ಲೋಪದೋಷ ಆಗದಂತೆ ಅಗತ್ಯ ಕ್ರಮಗಳನ್ನು ಕೈಗೊಂಡಿದ್ದೇವೆ. ಪರೀಕ್ಷೆ ಯಶಸ್ವಿಯಾಗಿ ನಡೆಯಲಿದೆ" ಎಂದು ಜಿಲ್ಲಾಧಿಕಾರಿ ಮೊಹಮ್ಮದ್ ರೋಷನ್ ಹೇಳಿದರು. ಬೆಳಗಾವಿ ನಗರದ ವಿಶ್ವೇಶ್ವರಯ್ಯ ನಗರದಲ್ಲಿರುವ ಜಿಲ್ಲಾ ಖಜಾನೆ ಕಾರ್ಯಾಲಯವನ್ನು ಜಿಲ್ಲಾಧಿಕಾರಿಗಳ ಸಮ್ಮುಖದಲ್ಲಿ ತೆರೆಯಲಾಯಿತು. ಆ ಬಳಿಕ ಬಿಗಿ ಭದ್ರತೆಯಲ್ಲಿ ಪ್ರಶ್ನೆ ಪತ್ರಿಕೆಗಳನ್ನು ಆಯಾ ಕೇಂದ್ರಗಳಿಗೆ 15ಕ್ಕೂ ಅಧಿಕ ವಾಹನಗಳಲ್ಲಿ ರವಾನಿಸಲಾಯಿತು. ಇದೇ ವೇಳೆ ಮಾಧ್ಯಮಗಳ ಜೊತೆಗೆ ಮಾತನಾಡಿದ ಜಿಲ್ಲಾಧಿಕಾರಿಗಳು, "ಪೊಲೀಸ್ ಕಾನ್ಸ್‌ಟೇಬಲ್ ಪರೀಕ್ಷೆ ಪಾರದರ್ಶಕವಾಗಿ ನಡೆಯುವುದೇ ಮುಖ್ಯ ಉದ್ದೇಶ. ಯಾವುದೇ ಲೋಪದೋಷ ಆಗದಂತೆ ಪರೀಕ್ಷೆ ನಡೆಸಲು ಅಗತ್ಯ ನಿರ್ದೇಶನ ನೀಡಿದ್ದೇವೆ. ಆ ಪ್ರಕಾರ ಜಿಲ್ಲೆಯಲ್ಲಿ ಸಕಲ ಸಿದ್ಧತೆ ಕೈಗೊಂಡಿದ್ದೇವೆ" ಎಂದರು. "ಬೆಳಗಾವಿ ನಗರದಲ್ಲಿ 46 ಕೇಂದ್ರ, ಚಿಕ್ಕೋಡಿ ಶೈಕ್ಷಣಿಕ ವಲಯದಲ್ಲಿ 15 ಕೇಂದ್ರ ಸೇರಿ ಒಟ್ಟು 61	[853, 1028, 1049, 1443]
paper-name: ದೂರ ದೃಷ್ಟಿ ಕನ್ನಡ ದಿನ ಪತ್ರಿಕೆ	[252, 194, 416, 214]
story2-column-3: ಅಭಿಪ್ರಾಯಗಳನ್ನು ಮಂಡಿಸಿದರು. ಸ್ಪರ್ಧೆಯಲ್ಲಿ ಉತ್ತಮ ಸಾಧನೆ ಮಾಡಿದ ವಿದ್ಯಾರ್ಥಿಗಳಿಗೆ ಪ್ರಥಮ, ದ್ವಿತೀಯ ಹಾಗೂ ತೃತೀಯ ಬಹುಮಾನಗಳೊಂದಿಗೆ ಪ್ರಶಸ್ತಿ ಪತ್ರಗಳನ್ನು ನೀಡಿ ಗೌರವಿಸಲಾಯಿತು. ಕಾರ್ಯಕ್ರಮದ ಅಧ್ಯಕ್ಷತೆ ವಹಿಸಿದ್ದ ಡಾ. ದೇವಿದಾಸ ತುಮಕುಂಟೆ ಮಾತನಾಡಿ, ಇಂದಿನ ಯುವಕರು ತಂಬಾಕು ಮತ್ತು ಮಾದಕ ವ್ಯಸನಗಳಷ್ಟೇ ಅಲ್ಲದೆ ಮೊಬೈಲ್ ಫೋನಿನ ಅತಿಯಾದ ಬಳಕೆಯಂತಹ ಡಿಜಿಟಲ್ ವ್ಯಸನಗಳಿಂದಲೂ ದೂರವಿರಬೇಕು ಎಂದು ಸಲಹೆ ನೀಡಿದರು. ಸಮಯದ ಸದ್ಬಳಕೆ ಮಾಡಿ ಓದು, ವ್ಯಕ್ತಿತ್ವ ವಿಕಾಸ ಹಾಗೂ ಉತ್ತಮ ಜೀವನ ಮೌಲ್ಯಗಳತ್ತ ಗಮನಹರಿಸಿದಾಗ ಮಾತ್ರ ಯಶಸ್ಸು ಸಾಧ್ಯ ಎಂದು	[1186, 531, 1337, 855]
story1-photo	[197, 306, 548, 470]
story2-byline: ದೂರ ದೃಷ್ಟಿ ವಾರ್ತಾ	[850, 274, 938, 289]
